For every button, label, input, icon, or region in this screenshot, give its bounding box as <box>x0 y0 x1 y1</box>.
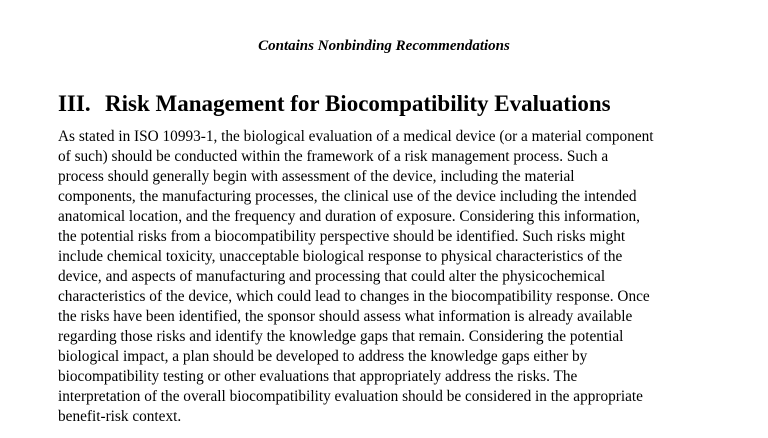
paragraph-line: device, and aspects of manufacturing and processing that could alter the physicochemical <box>58 268 606 285</box>
paragraph-line: As stated in ISO 10993-1, the biological evaluation of a medical device (or a material component <box>58 128 654 145</box>
paragraph-line: the risks have been identified, the sponsor should assess what information is already available <box>58 308 633 325</box>
paragraph-line: include chemical toxicity, unacceptable biological response to physical characteristics of the <box>58 248 623 265</box>
paragraph-line: anatomical location, and the frequency and duration of exposure. Considering this information, <box>58 208 640 225</box>
paragraph-line: the potential risks from a biocompatibility perspective should be identified. Such risks might <box>58 228 626 245</box>
body-paragraph <box>58 127 738 427</box>
section-heading <box>58 90 611 118</box>
section-title: Risk Management for Biocompatibility Evaluations <box>105 91 611 116</box>
paragraph-line: biological impact, a plan should be developed to address the knowledge gaps either by <box>58 348 588 365</box>
paragraph-line: characteristics of the device, which could lead to changes in the biocompatibility response. Once <box>58 288 650 305</box>
paragraph-line: regarding those risks and identify the knowledge gaps that remain. Considering the potential <box>58 328 624 345</box>
document-header: Contains Nonbinding Recommendations <box>258 38 510 54</box>
paragraph-line: interpretation of the overall biocompatibility evaluation should be considered in the appropriate <box>58 388 643 405</box>
paragraph-line: benefit-risk context. <box>58 408 182 425</box>
paragraph-line: process should generally begin with assessment of the device, including the material <box>58 168 575 185</box>
paragraph-line: of such) should be conducted within the framework of a risk management process. Such a <box>58 148 609 165</box>
paragraph-line: biocompatibility testing or other evaluations that appropriately address the risks. The <box>58 368 578 385</box>
section-number: III. <box>58 91 91 116</box>
paragraph-line: components, the manufacturing processes, the clinical use of the device including the intended <box>58 188 637 205</box>
